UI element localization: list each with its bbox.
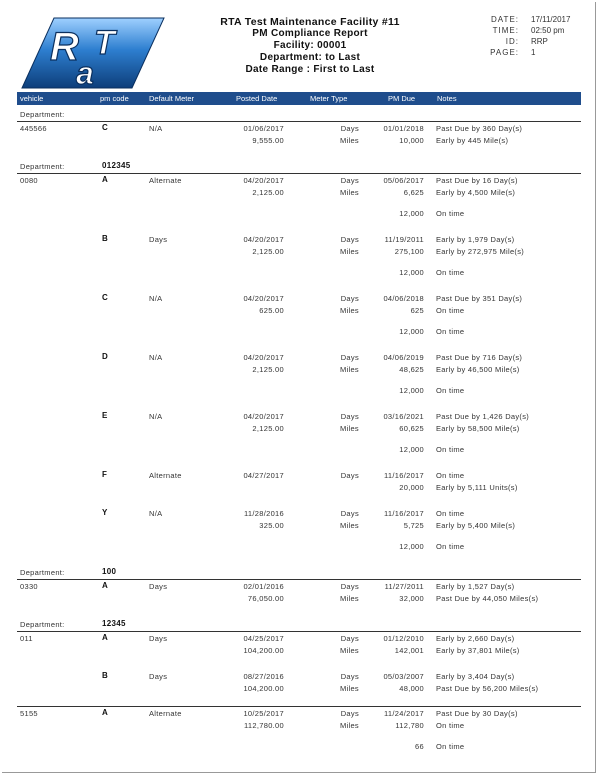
- pm-note: Early by 5,400 Mile(s): [436, 521, 516, 530]
- report-header: [180, 16, 440, 76]
- meter-type: Days: [340, 709, 359, 718]
- pm-due: 11/16/2017: [384, 509, 424, 518]
- pm-note: On time: [436, 742, 465, 751]
- posted-date: 04/20/2017: [243, 235, 284, 244]
- pm-code: B: [102, 234, 109, 243]
- pm-note: Early by 4,500 Mile(s): [436, 188, 516, 197]
- pm-note: Past Due by 1,426 Day(s): [436, 412, 530, 421]
- pm-note: On time: [436, 445, 465, 454]
- vehicle-id: 0080: [20, 176, 38, 185]
- meter-type: Days: [340, 471, 359, 480]
- posted-date: 04/20/2017: [243, 294, 284, 303]
- pm-code: F: [102, 470, 108, 479]
- department-range: Department: to Last: [259, 52, 361, 63]
- default-meter: N/A: [149, 509, 163, 518]
- rta-logo: [14, 8, 166, 96]
- meter-type: Miles: [339, 247, 359, 256]
- report-title: RTA Test Maintenance Facility #11: [220, 16, 400, 28]
- default-meter: Days: [149, 582, 168, 591]
- posted-date: 02/01/2016: [243, 582, 284, 591]
- pm-due: 12,000: [399, 209, 424, 218]
- posted-date: 04/20/2017: [243, 412, 284, 421]
- posted-date: 104,200.00: [243, 646, 284, 655]
- pm-due: 12,000: [399, 327, 424, 336]
- meta-date: 17/11/2017: [531, 15, 571, 24]
- pm-note: Early by 58,500 Mile(s): [436, 424, 520, 433]
- meter-type: Days: [340, 672, 359, 681]
- pm-due: 12,000: [399, 386, 424, 395]
- posted-date: 2,125.00: [252, 188, 284, 197]
- default-meter: N/A: [149, 412, 163, 421]
- pm-due: 11/19/2011: [384, 235, 424, 244]
- pm-due: 32,000: [399, 594, 424, 603]
- pm-note: On time: [436, 471, 465, 480]
- posted-date: 325.00: [259, 521, 284, 530]
- pm-due: 112,780: [395, 721, 424, 730]
- pm-due: 48,000: [399, 684, 424, 693]
- default-meter: N/A: [149, 353, 163, 362]
- pm-due: 48,625: [399, 365, 424, 374]
- pm-note: Early by 5,111 Units(s): [436, 483, 518, 492]
- meter-type: Miles: [339, 521, 359, 530]
- meta-id: RRP: [531, 37, 548, 46]
- pm-code: Y: [102, 508, 108, 517]
- default-meter: N/A: [149, 294, 163, 303]
- posted-date: 10/25/2017: [243, 709, 284, 718]
- pm-due: 04/06/2018: [383, 294, 424, 303]
- pm-due: 60,625: [399, 424, 424, 433]
- vehicle-id: 0330: [20, 582, 38, 591]
- pm-due: 03/16/2021: [383, 412, 424, 421]
- col-posted-date: Posted Date: [236, 94, 278, 103]
- pm-note: Past Due by 351 Day(s): [436, 294, 523, 303]
- meter-type: Days: [340, 509, 359, 518]
- pm-note: Past Due by 16 Day(s): [436, 176, 518, 185]
- report-subtitle: PM Compliance Report: [252, 28, 368, 39]
- meter-type: Miles: [339, 424, 359, 433]
- pm-due: 20,000: [399, 483, 424, 492]
- pm-due: 6,625: [403, 188, 424, 197]
- pm-due: 11/27/2011: [384, 582, 424, 591]
- posted-date: 112,780.00: [244, 721, 284, 730]
- meta-time: 02:50 pm: [531, 26, 565, 35]
- default-meter: N/A: [149, 124, 163, 133]
- meter-type: Days: [340, 353, 359, 362]
- meter-type: Miles: [339, 594, 359, 603]
- pm-code: A: [102, 581, 109, 590]
- pm-due: 275,100: [394, 247, 424, 256]
- pm-note: On time: [436, 327, 465, 336]
- svg-text:R: R: [50, 25, 79, 69]
- meter-type: Days: [340, 124, 359, 133]
- pm-note: Early by 445 Mile(s): [436, 136, 509, 145]
- pm-note: On time: [436, 509, 465, 518]
- posted-date: 11/28/2016: [244, 509, 284, 518]
- col-vehicle: vehicle: [20, 94, 44, 103]
- svg-text:a: a: [76, 55, 94, 91]
- pm-due: 11/16/2017: [384, 471, 424, 480]
- pm-note: Past Due by 44,050 Miles(s): [436, 594, 539, 603]
- pm-due: 625: [410, 306, 424, 315]
- meter-type: Days: [340, 176, 359, 185]
- department-label: Department:: [20, 620, 65, 629]
- vehicle-id: 5155: [20, 709, 38, 718]
- posted-date: 04/20/2017: [243, 353, 284, 362]
- pm-note: On time: [436, 721, 465, 730]
- pm-code: A: [102, 633, 109, 642]
- pm-due: 05/03/2007: [383, 672, 424, 681]
- meter-type: Miles: [339, 646, 359, 655]
- pm-due: 66: [415, 742, 424, 751]
- facility-line: Facility: 00001: [273, 40, 347, 51]
- department-code: 100: [102, 567, 117, 576]
- report-meta: [480, 14, 570, 58]
- meter-type: Days: [340, 412, 359, 421]
- pm-note: Early by 1,979 Day(s): [436, 235, 515, 244]
- meter-type: Miles: [339, 188, 359, 197]
- meta-label: ID:: [505, 37, 519, 46]
- pm-due: 01/01/2018: [383, 124, 424, 133]
- default-meter: Alternate: [149, 471, 182, 480]
- pm-code: E: [102, 411, 108, 420]
- meter-type: Days: [340, 582, 359, 591]
- pm-due: 05/06/2017: [383, 176, 424, 185]
- pm-note: Past Due by 716 Day(s): [436, 353, 523, 362]
- meta-label: PAGE:: [490, 48, 519, 57]
- pm-note: On time: [436, 386, 465, 395]
- default-meter: Days: [149, 672, 168, 681]
- meta-label: TIME:: [492, 26, 519, 35]
- svg-text:T: T: [94, 24, 115, 62]
- posted-date: 08/27/2016: [243, 672, 284, 681]
- posted-date: 104,200.00: [243, 684, 284, 693]
- row-divider: [17, 173, 581, 174]
- meta-label: DATE:: [491, 15, 519, 24]
- department-label: Department:: [20, 110, 65, 119]
- col-meter-type: Meter Type: [310, 94, 348, 103]
- pm-note: Past Due by 30 Day(s): [436, 709, 518, 718]
- col-default-meter: Default Meter: [149, 94, 195, 103]
- default-meter: Alternate: [149, 709, 182, 718]
- pm-code: A: [102, 708, 109, 717]
- vehicle-id: 011: [20, 634, 33, 643]
- meter-type: Days: [340, 634, 359, 643]
- meter-type: Miles: [339, 365, 359, 374]
- pm-code: B: [102, 671, 109, 680]
- posted-date: 2,125.00: [252, 365, 284, 374]
- posted-date: 2,125.00: [252, 247, 284, 256]
- meter-type: Days: [340, 294, 359, 303]
- default-meter: Days: [149, 235, 168, 244]
- pm-note: Early by 2,660 Day(s): [436, 634, 515, 643]
- pm-note: Past Due by 360 Day(s): [436, 124, 523, 133]
- meter-type: Miles: [339, 306, 359, 315]
- department-label: Department:: [20, 162, 65, 171]
- row-divider: [17, 631, 581, 632]
- pm-note: On time: [436, 306, 465, 315]
- posted-date: 625.00: [259, 306, 284, 315]
- pm-code: D: [102, 352, 109, 361]
- row-divider: [17, 579, 581, 580]
- meter-type: Miles: [339, 721, 359, 730]
- pm-due: 04/06/2019: [383, 353, 424, 362]
- meta-page: 1: [531, 48, 536, 57]
- row-divider: [17, 121, 581, 122]
- posted-date: 01/06/2017: [243, 124, 284, 133]
- column-header-bar: [17, 92, 581, 105]
- meter-type: Miles: [339, 684, 359, 693]
- col-notes: Notes: [437, 94, 457, 103]
- pm-due: 10,000: [399, 136, 424, 145]
- posted-date: 9,555.00: [252, 136, 284, 145]
- department-code: 012345: [102, 161, 131, 170]
- posted-date: 76,050.00: [247, 594, 284, 603]
- pm-code: A: [102, 175, 109, 184]
- pm-due: 142,001: [394, 646, 424, 655]
- pm-note: Early by 37,801 Mile(s): [436, 646, 520, 655]
- pm-note: Past Due by 56,200 Miles(s): [436, 684, 539, 693]
- pm-note: Early by 272,975 Mile(s): [436, 247, 525, 256]
- col-pm-due: PM Due: [388, 94, 416, 103]
- pm-code: C: [102, 123, 109, 132]
- department-code: 12345: [102, 619, 126, 628]
- pm-due: 12,000: [399, 445, 424, 454]
- pm-note: Early by 46,500 Mile(s): [436, 365, 520, 374]
- page-frame: [2, 2, 596, 773]
- default-meter: Alternate: [149, 176, 182, 185]
- pm-note: On time: [436, 268, 465, 277]
- pm-code: C: [102, 293, 109, 302]
- vehicle-id: 445566: [20, 124, 47, 133]
- col-pm-code: pm code: [100, 94, 129, 103]
- pm-due: 5,725: [403, 521, 424, 530]
- pm-note: On time: [436, 542, 465, 551]
- department-label: Department:: [20, 568, 65, 577]
- pm-due: 01/12/2010: [383, 634, 424, 643]
- row-divider: [17, 706, 581, 707]
- posted-date: 2,125.00: [252, 424, 284, 433]
- default-meter: Days: [149, 634, 168, 643]
- posted-date: 04/25/2017: [243, 634, 284, 643]
- date-range: Date Range : First to Last: [245, 64, 375, 75]
- meter-type: Days: [340, 235, 359, 244]
- pm-due: 12,000: [399, 542, 424, 551]
- pm-note: Early by 3,404 Day(s): [436, 672, 515, 681]
- posted-date: 04/27/2017: [243, 471, 284, 480]
- pm-due: 12,000: [399, 268, 424, 277]
- pm-due: 11/24/2017: [384, 709, 424, 718]
- pm-note: Early by 1,527 Day(s): [436, 582, 515, 591]
- meter-type: Miles: [339, 136, 359, 145]
- pm-note: On time: [436, 209, 465, 218]
- posted-date: 04/20/2017: [243, 176, 284, 185]
